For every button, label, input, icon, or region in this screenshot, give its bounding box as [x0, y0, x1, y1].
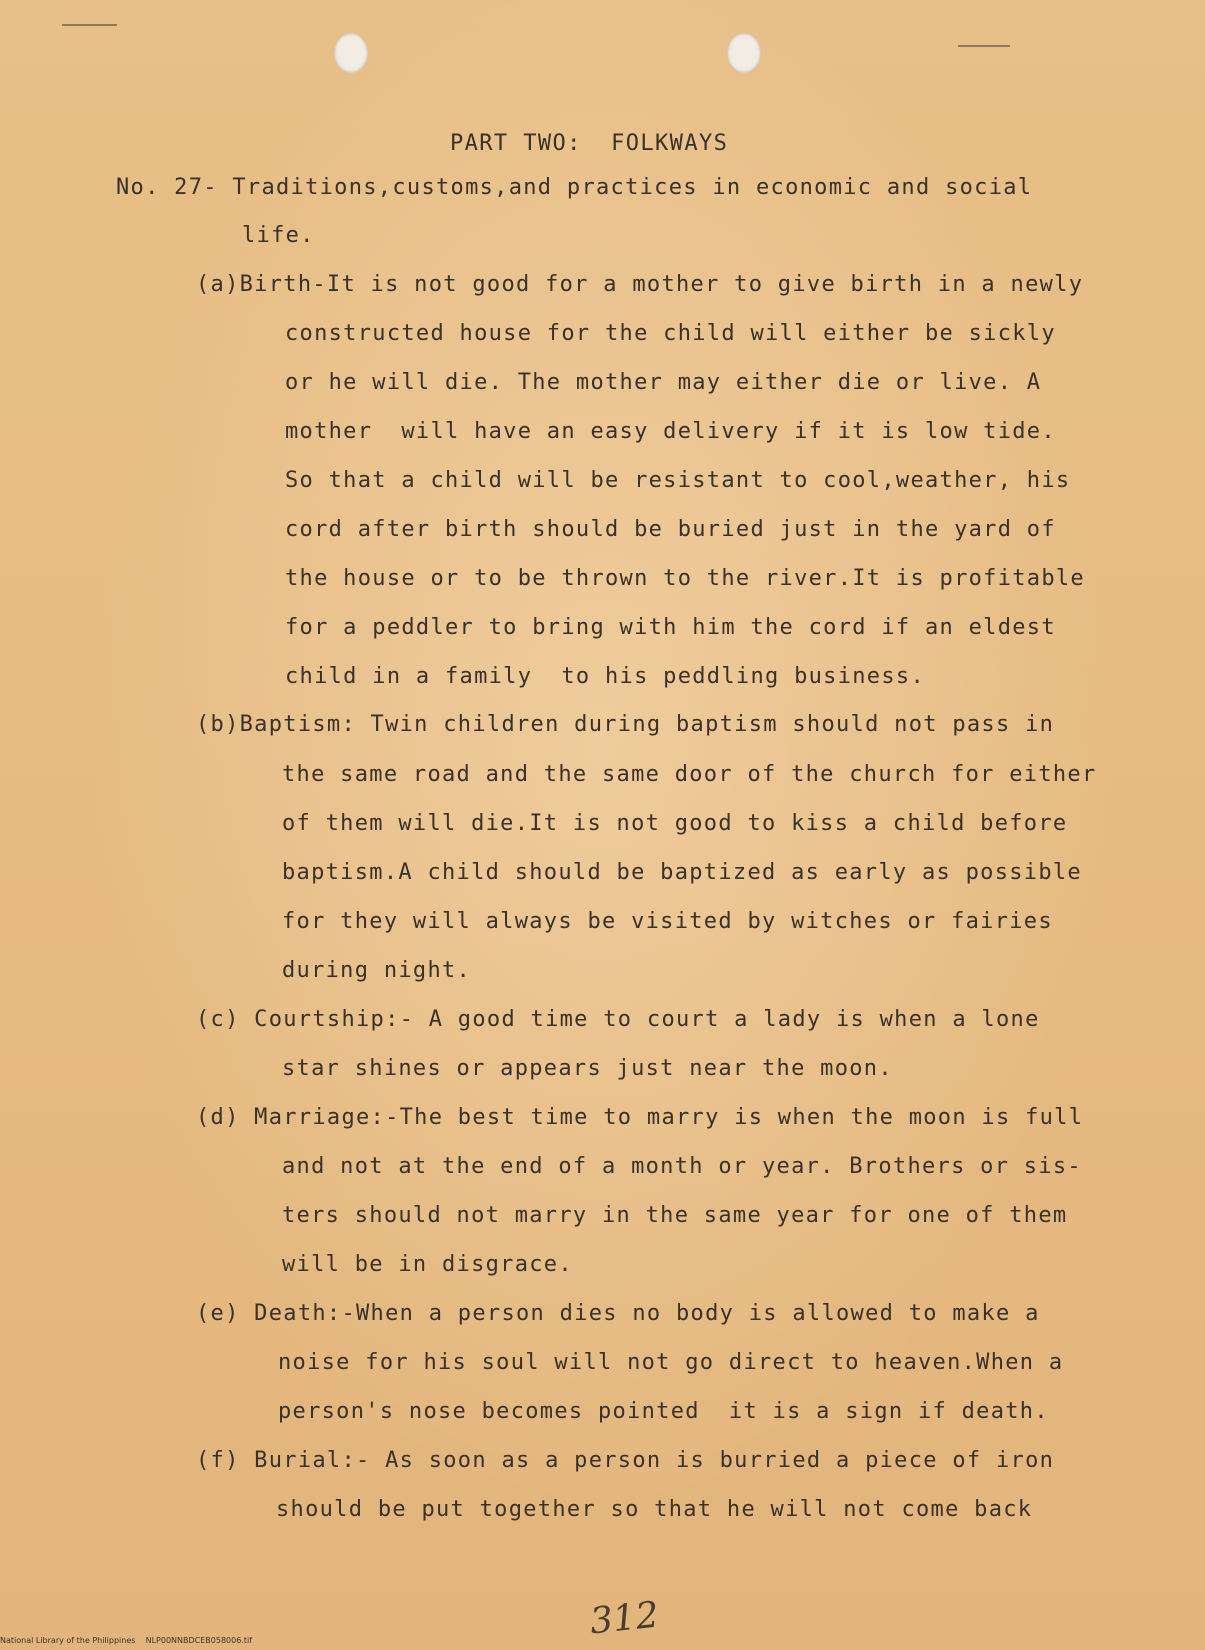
text-line: life.: [242, 223, 315, 248]
corner-mark: [62, 24, 117, 26]
text-line: baptism.A child should be baptized as early as possible: [282, 860, 1082, 885]
text-line: ters should not marry in the same year for one of them: [282, 1203, 1068, 1228]
text-line: the house or to be thrown to the river.It is profitable: [285, 566, 1085, 591]
text-line: mother will have an easy delivery if it is low tide.: [285, 419, 1056, 444]
text-line: So that a child will be resistant to cool,weather, his: [285, 468, 1071, 493]
text-line: (c) Courtship:- A good time to court a lady is when a lone: [196, 1007, 1040, 1032]
text-line: during night.: [282, 958, 472, 983]
text-line: constructed house for the child will either be sickly: [285, 321, 1056, 346]
text-line: (d) Marriage:-The best time to marry is when the moon is full: [196, 1105, 1084, 1130]
text-line: person's nose becomes pointed it is a sign if death.: [278, 1399, 1049, 1424]
text-line: No. 27- Traditions,customs,and practices in economic and social: [116, 175, 1033, 200]
corner-mark: [958, 45, 1010, 47]
text-line: of them will die.It is not good to kiss a child before: [282, 811, 1068, 836]
text-line: (b)Baptism: Twin children during baptism should not pass in: [196, 712, 1055, 737]
text-line: child in a family to his peddling business.: [285, 664, 925, 689]
text-line: star shines or appears just near the moon.: [282, 1056, 893, 1081]
text-line: cord after birth should be buried just in the yard of: [285, 517, 1056, 542]
text-line: and not at the end of a month or year. Brothers or sis-: [282, 1154, 1082, 1179]
archive-footer: National Library of the Philippines NLP00NNBDCEB058006.tif: [0, 1636, 253, 1645]
text-line: (f) Burial:- As soon as a person is burried a piece of iron: [196, 1448, 1055, 1473]
text-line: the same road and the same door of the church for either: [282, 762, 1097, 787]
text-line: noise for his soul will not go direct to heaven.When a: [278, 1350, 1064, 1375]
text-line: should be put together so that he will not come back: [276, 1497, 1033, 1522]
page-number: 312: [588, 1594, 661, 1643]
text-line: will be in disgrace.: [282, 1252, 573, 1277]
punch-hole-left: [334, 33, 368, 73]
text-line: for a peddler to bring with him the cord if an eldest: [285, 615, 1056, 640]
text-line: for they will always be visited by witches or fairies: [282, 909, 1053, 934]
page-title: PART TWO: FOLKWAYS: [450, 131, 729, 156]
text-line: or he will die. The mother may either die or live. A: [285, 370, 1042, 395]
text-line: (e) Death:-When a person dies no body is allowed to make a: [196, 1301, 1040, 1326]
text-line: (a)Birth-It is not good for a mother to give birth in a newly: [196, 272, 1084, 297]
punch-hole-right: [727, 33, 761, 73]
